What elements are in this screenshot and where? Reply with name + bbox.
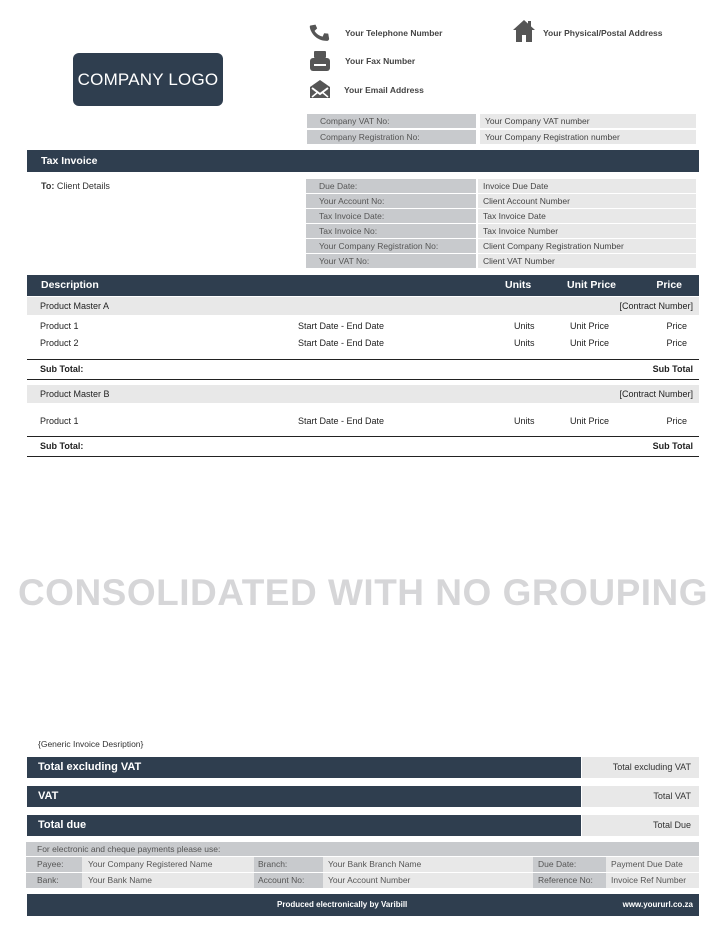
client-registration-label: Your Company Registration No: <box>306 239 476 253</box>
reference-value: Invoice Ref Number <box>606 873 699 888</box>
group-name: Product Master A <box>40 301 110 311</box>
table-row <box>27 336 699 350</box>
group-contract: [Contract Number] <box>619 301 693 311</box>
item-period: Start Date - End Date <box>298 321 385 331</box>
divider <box>27 359 699 360</box>
phone-icon <box>309 22 331 44</box>
tax-invoice-header <box>27 150 699 172</box>
col-unit-price: Unit Price <box>567 279 617 291</box>
tax-invoice-date-value: Tax Invoice Date <box>478 209 696 223</box>
item-price: Price <box>666 416 687 426</box>
to-label: To: <box>41 181 55 191</box>
account-label: Account No: <box>254 873 323 888</box>
subtotal-row-b <box>27 439 699 453</box>
item-name: Product 1 <box>40 416 79 426</box>
subtotal-row-a <box>27 362 699 376</box>
bank-label: Bank: <box>26 873 82 888</box>
branch-value: Your Bank Branch Name <box>323 857 533 872</box>
subtotal-value: Sub Total <box>652 364 693 374</box>
footer-url-link[interactable]: www.yoururl.co.za <box>622 900 693 909</box>
reference-label: Reference No: <box>533 873 606 888</box>
group-row-b <box>27 385 699 403</box>
client-details: Client Details <box>56 181 110 191</box>
email-icon <box>309 79 331 99</box>
company-registration-label: Company Registration No: <box>307 130 476 144</box>
item-price: Price <box>666 321 687 331</box>
bank-value: Your Bank Name <box>82 873 254 888</box>
col-price: Price <box>656 279 682 291</box>
vat-label: VAT <box>27 786 581 807</box>
branch-label: Branch: <box>254 857 323 872</box>
item-period: Start Date - End Date <box>298 338 385 348</box>
client-registration-value: Client Company Registration Number <box>478 239 696 253</box>
company-logo-text: COMPANY LOGO <box>77 69 219 89</box>
payee-label: Payee: <box>26 857 82 872</box>
watermark-text: CONSOLIDATED WITH NO GROUPING <box>17 572 709 613</box>
item-units: Units <box>514 416 535 426</box>
account-no-value: Client Account Number <box>478 194 696 208</box>
vat-value: Total VAT <box>582 786 699 807</box>
item-units: Units <box>514 338 535 348</box>
divider <box>27 436 699 437</box>
produced-by-text: Produced electronically by Varibill <box>277 900 408 909</box>
divider <box>27 456 699 457</box>
item-unit-price: Unit Price <box>570 338 610 348</box>
due-date-value: Invoice Due Date <box>478 179 696 193</box>
group-contract: [Contract Number] <box>619 389 693 399</box>
footer-bar <box>27 894 699 916</box>
group-row-a <box>27 297 699 315</box>
client-vat-label: Your VAT No: <box>306 254 476 268</box>
line-items-header <box>27 275 699 296</box>
generic-description: {Generic Invoice Desription} <box>38 739 144 749</box>
due-date-label: Due Date: <box>306 179 476 193</box>
tax-invoice-date-label: Tax Invoice Date: <box>306 209 476 223</box>
divider <box>27 379 699 380</box>
tax-invoice-no-label: Tax Invoice No: <box>306 224 476 238</box>
company-registration-value: Your Company Registration number <box>480 130 696 144</box>
payment-intro: For electronic and cheque payments please use: <box>26 842 699 856</box>
total-due-value: Total Due <box>582 815 699 836</box>
payee-value: Your Company Registered Name <box>82 857 254 872</box>
telephone-text: Your Telephone Number <box>345 28 443 38</box>
home-icon <box>512 19 536 43</box>
account-value: Your Account Number <box>323 873 533 888</box>
payment-due-value: Payment Due Date <box>606 857 699 872</box>
subtotal-value: Sub Total <box>652 441 693 451</box>
item-price: Price <box>666 338 687 348</box>
client-vat-value: Client VAT Number <box>478 254 696 268</box>
tax-invoice-title: Tax Invoice <box>41 155 98 167</box>
total-due-label: Total due <box>27 815 581 836</box>
total-excl-vat-value: Total excluding VAT <box>582 757 699 778</box>
company-vat-value: Your Company VAT number <box>480 114 696 128</box>
item-period: Start Date - End Date <box>298 416 385 426</box>
fax-icon <box>309 50 331 72</box>
table-row <box>27 414 699 428</box>
item-unit-price: Unit Price <box>570 416 610 426</box>
table-row <box>27 319 699 333</box>
col-description: Description <box>41 279 99 291</box>
subtotal-label: Sub Total: <box>40 364 84 374</box>
fax-text: Your Fax Number <box>345 56 416 66</box>
account-no-label: Your Account No: <box>306 194 476 208</box>
group-name: Product Master B <box>40 389 110 399</box>
payment-due-label: Due Date: <box>533 857 606 872</box>
address-text: Your Physical/Postal Address <box>543 28 663 38</box>
email-text: Your Email Address <box>344 85 424 95</box>
invoice-recipient <box>41 181 110 191</box>
item-unit-price: Unit Price <box>570 321 610 331</box>
tax-invoice-no-value: Tax Invoice Number <box>478 224 696 238</box>
item-units: Units <box>514 321 535 331</box>
item-name: Product 2 <box>40 338 79 348</box>
col-units: Units <box>505 279 532 291</box>
total-excl-vat-label: Total excluding VAT <box>27 757 581 778</box>
company-vat-label: Company VAT No: <box>307 114 476 128</box>
subtotal-label: Sub Total: <box>40 441 84 451</box>
item-name: Product 1 <box>40 321 79 331</box>
company-logo <box>73 53 223 106</box>
